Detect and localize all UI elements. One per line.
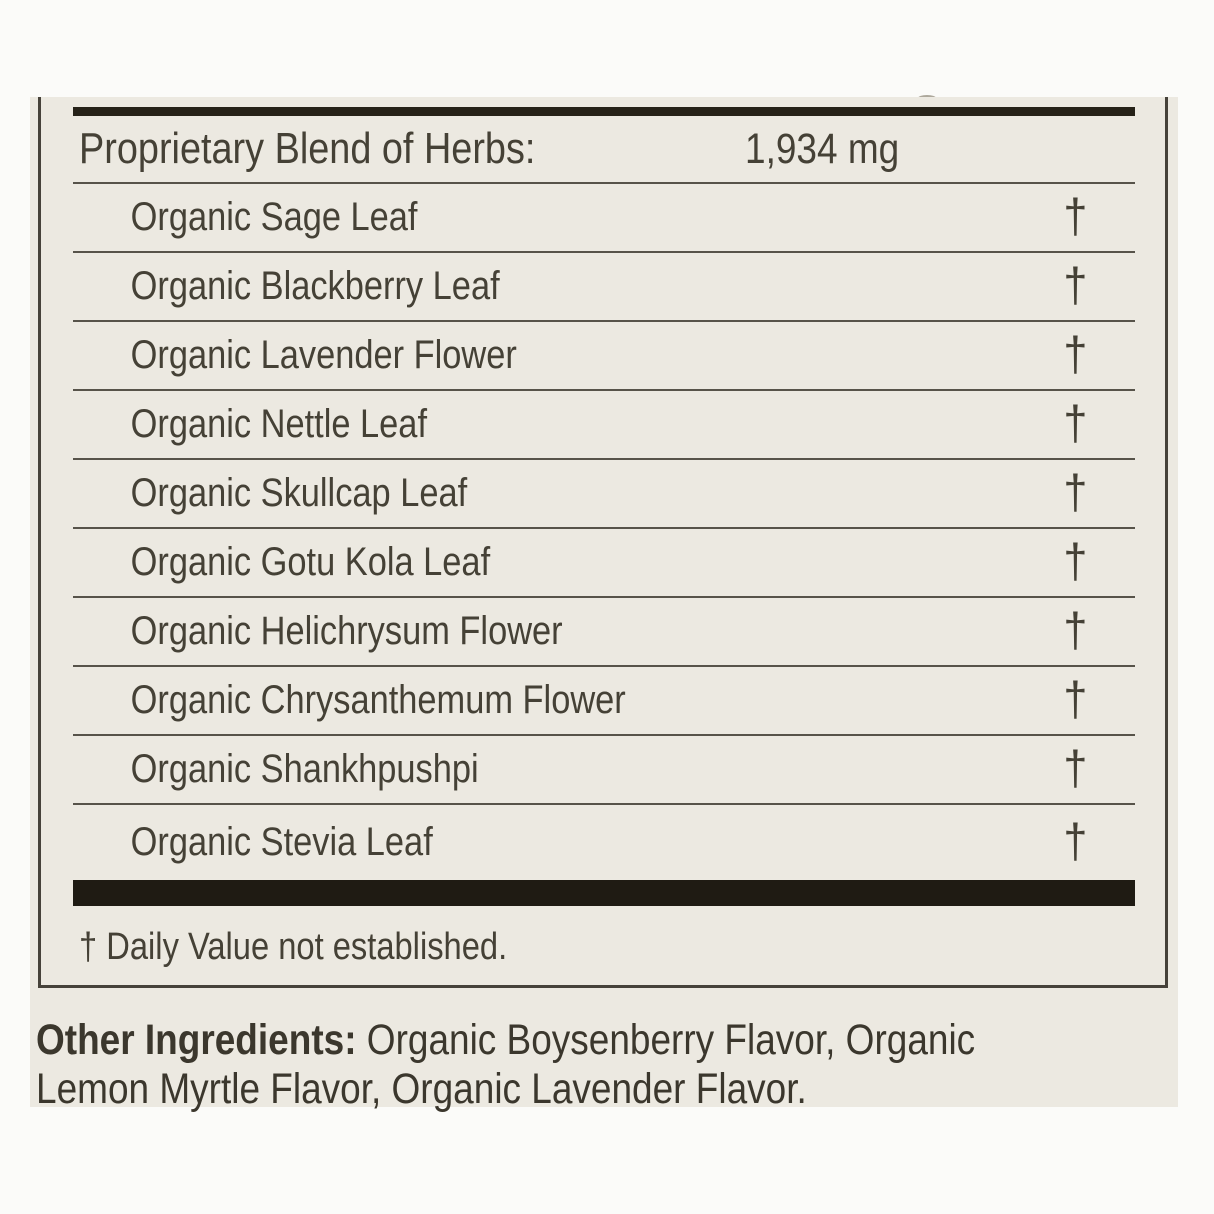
- ingredient-row: [73, 184, 1135, 253]
- ingredient-row: [73, 253, 1135, 322]
- footnote-row: [73, 906, 1135, 988]
- daily-value-dagger: †: [1063, 534, 1088, 588]
- ingredient-row: [73, 460, 1135, 529]
- ingredient-name: Organic Helichrysum Flower: [130, 609, 563, 653]
- proprietary-blend-amount: 1,934 mg: [745, 124, 900, 173]
- daily-value-dagger: †: [1063, 258, 1088, 312]
- daily-value-dagger: †: [1063, 327, 1088, 381]
- other-ingredients-text-1: Organic Boysenberry Flavor, Organic: [356, 1016, 976, 1064]
- ingredient-row: [73, 391, 1135, 460]
- ingredient-name: Organic Skullcap Leaf: [130, 471, 468, 515]
- heavy-rule-bottom: [73, 880, 1135, 906]
- proprietary-blend-header-row: [73, 116, 1135, 184]
- daily-value-dagger: †: [1063, 396, 1088, 450]
- ingredient-name: Organic Gotu Kola Leaf: [130, 540, 491, 584]
- ingredient-name: Organic Stevia Leaf: [130, 820, 433, 864]
- ingredient-row: [73, 598, 1135, 667]
- ingredient-row: [73, 805, 1135, 880]
- daily-value-dagger: †: [1063, 741, 1088, 795]
- ingredient-rows: [73, 184, 1135, 880]
- heavy-rule-top: [73, 107, 1135, 116]
- daily-value-dagger: †: [1063, 465, 1088, 519]
- supplement-facts-panel: [38, 97, 1168, 988]
- daily-value-dagger: †: [1063, 814, 1088, 868]
- other-ingredients-label: Other Ingredients:: [36, 1016, 357, 1064]
- other-ingredients-section: [36, 1016, 1154, 1114]
- daily-value-dagger: †: [1063, 603, 1088, 657]
- ingredient-name: Organic Blackberry Leaf: [130, 264, 500, 308]
- ingredient-name: Organic Nettle Leaf: [130, 402, 428, 446]
- panel-content: [73, 107, 1135, 988]
- ingredient-row: [73, 322, 1135, 391]
- ingredient-name: Organic Shankhpushpi: [130, 747, 479, 791]
- ingredient-row: [73, 529, 1135, 598]
- other-ingredients-line-2: Lemon Myrtle Flavor, Organic Lavender Flavor.: [36, 1065, 807, 1113]
- proprietary-blend-label: Proprietary Blend of Herbs:: [79, 124, 536, 173]
- ingredient-name: Organic Chrysanthemum Flower: [130, 678, 626, 722]
- ingredient-row: [73, 736, 1135, 805]
- daily-value-footnote: † Daily Value not established.: [79, 925, 508, 968]
- other-ingredients-line-1: [36, 1016, 1154, 1065]
- ingredient-row: [73, 667, 1135, 736]
- daily-value-dagger: †: [1063, 672, 1088, 726]
- daily-value-dagger: †: [1063, 189, 1088, 243]
- ingredient-name: Organic Lavender Flower: [130, 333, 517, 377]
- ingredient-name: Organic Sage Leaf: [130, 195, 418, 239]
